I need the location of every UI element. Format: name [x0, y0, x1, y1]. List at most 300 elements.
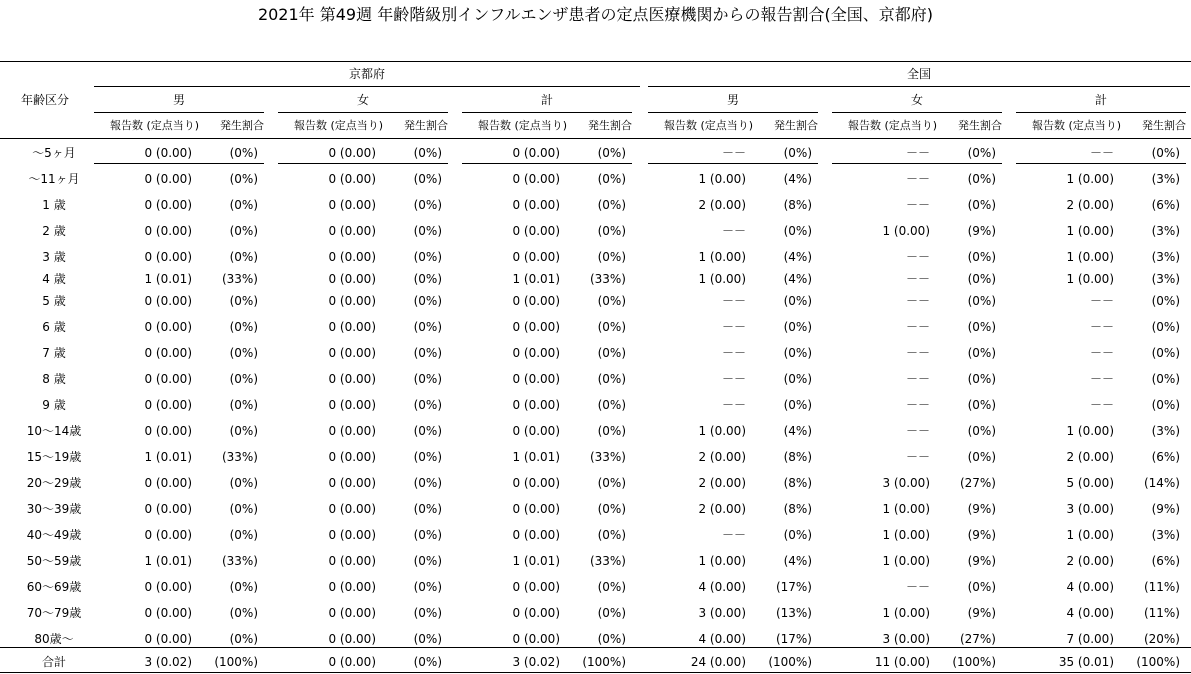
occurrence-rate: (11%) — [1143, 580, 1180, 594]
report-count: 5 (0.00) — [1066, 476, 1114, 490]
occurrence-rate: (14%) — [1143, 476, 1180, 490]
report-count: －－ — [905, 450, 930, 464]
report-count: 1 (0.01) — [512, 554, 560, 568]
occurrence-rate: (0%) — [967, 580, 996, 594]
occurrence-rate: (27%) — [959, 632, 996, 646]
report-count: 0 (0.00) — [328, 224, 376, 238]
occurrence-rate: (0%) — [413, 606, 442, 620]
age-label: 50～59歳 — [26, 554, 82, 568]
report-count: 3 (0.00) — [1066, 502, 1114, 516]
occurrence-rate: (33%) — [221, 554, 258, 568]
occurrence-rate: (8%) — [783, 198, 812, 212]
occurrence-rate: (0%) — [783, 528, 812, 542]
report-count: 1 (0.00) — [882, 554, 930, 568]
report-count: 0 (0.00) — [512, 502, 560, 516]
occurrence-rate: (0%) — [413, 146, 442, 160]
report-count: 0 (0.00) — [144, 346, 192, 360]
report-count: 0 (0.00) — [328, 346, 376, 360]
report-count: 0 (0.00) — [328, 398, 376, 412]
report-count: 4 (0.00) — [698, 632, 746, 646]
report-count: 0 (0.00) — [144, 250, 192, 264]
occurrence-rate: (33%) — [589, 450, 626, 464]
occurrence-rate: (8%) — [783, 502, 812, 516]
report-count: 0 (0.00) — [512, 580, 560, 594]
report-count: 0 (0.00) — [328, 372, 376, 386]
age-label: 20～29歳 — [26, 476, 82, 490]
occurrence-rate: (17%) — [775, 632, 812, 646]
report-count: 0 (0.00) — [512, 372, 560, 386]
occurrence-rate: (0%) — [597, 172, 626, 186]
occurrence-rate: (9%) — [967, 554, 996, 568]
report-count: 1 (0.00) — [698, 250, 746, 264]
report-count: 2 (0.00) — [1066, 450, 1114, 464]
report-count: －－ — [1089, 320, 1114, 334]
report-count: 3 (0.00) — [882, 632, 930, 646]
report-count: 0 (0.00) — [328, 172, 376, 186]
report-count: 1 (0.00) — [882, 224, 930, 238]
occurrence-rate: (0%) — [967, 172, 996, 186]
sex-header: 女 — [910, 93, 923, 107]
occurrence-rate: (100%) — [768, 655, 812, 669]
report-count: 3 (0.00) — [698, 606, 746, 620]
occurrence-rate: (11%) — [1143, 606, 1180, 620]
report-count: 35 (0.01) — [1058, 655, 1114, 669]
age-label: 6 歳 — [42, 320, 66, 334]
age-label: 2 歳 — [42, 224, 66, 238]
occurrence-rate: (0%) — [413, 580, 442, 594]
occurrence-rate: (0%) — [413, 554, 442, 568]
report-count: 0 (0.00) — [328, 655, 376, 669]
age-label: 40～49歳 — [26, 528, 82, 542]
occurrence-rate: (3%) — [1151, 224, 1180, 238]
age-label: 7 歳 — [42, 346, 66, 360]
column-rule — [832, 163, 1002, 164]
report-count: 0 (0.00) — [144, 398, 192, 412]
occurrence-rate: (0%) — [229, 606, 258, 620]
report-count: 0 (0.00) — [328, 476, 376, 490]
occurrence-rate: (0%) — [229, 146, 258, 160]
occurrence-rate: (0%) — [229, 346, 258, 360]
report-count: －－ — [1089, 398, 1114, 412]
report-count: 0 (0.00) — [512, 250, 560, 264]
occurrence-rate: (0%) — [413, 476, 442, 490]
report-count: －－ — [905, 250, 930, 264]
report-count: 0 (0.00) — [144, 172, 192, 186]
report-count: －－ — [1089, 146, 1114, 160]
count-column-header: 報告数 (定点当り) — [294, 119, 384, 132]
report-count: 1 (0.01) — [144, 272, 192, 286]
report-count: －－ — [905, 294, 930, 308]
occurrence-rate: (0%) — [413, 502, 442, 516]
occurrence-rate: (0%) — [229, 632, 258, 646]
count-column-header: 報告数 (定点当り) — [478, 119, 568, 132]
occurrence-rate: (0%) — [597, 320, 626, 334]
region-header: 京都府 — [348, 67, 385, 81]
sex-underline — [832, 112, 1002, 113]
occurrence-rate: (0%) — [229, 250, 258, 264]
occurrence-rate: (100%) — [1136, 655, 1180, 669]
report-count: 7 (0.00) — [1066, 632, 1114, 646]
occurrence-rate: (0%) — [597, 580, 626, 594]
sex-header: 女 — [356, 93, 369, 107]
occurrence-rate: (0%) — [967, 372, 996, 386]
header-bottom-rule — [0, 138, 1191, 139]
column-rule — [462, 163, 632, 164]
sex-underline — [648, 112, 818, 113]
occurrence-rate: (4%) — [783, 424, 812, 438]
report-count: 0 (0.00) — [512, 632, 560, 646]
report-count: 0 (0.00) — [144, 224, 192, 238]
report-count: 0 (0.00) — [328, 250, 376, 264]
occurrence-rate: (0%) — [967, 346, 996, 360]
occurrence-rate: (0%) — [597, 476, 626, 490]
table-bottom-rule — [0, 672, 1191, 673]
occurrence-rate: (0%) — [229, 502, 258, 516]
occurrence-rate: (0%) — [413, 398, 442, 412]
age-label: 80歳～ — [34, 632, 74, 646]
report-count: 0 (0.00) — [512, 424, 560, 438]
age-column-header: 年齢区分 — [20, 93, 69, 107]
report-count: 1 (0.00) — [698, 554, 746, 568]
report-count: 3 (0.00) — [882, 476, 930, 490]
occurrence-rate: (0%) — [1151, 294, 1180, 308]
age-label: ～5ヶ月 — [32, 146, 76, 160]
occurrence-rate: (0%) — [783, 224, 812, 238]
occurrence-rate: (0%) — [229, 372, 258, 386]
occurrence-rate: (9%) — [1151, 502, 1180, 516]
age-label: 30～39歳 — [26, 502, 82, 516]
count-column-header: 報告数 (定点当り) — [664, 119, 754, 132]
occurrence-rate: (33%) — [221, 450, 258, 464]
occurrence-rate: (6%) — [1151, 198, 1180, 212]
occurrence-rate: (3%) — [1151, 424, 1180, 438]
sex-header: 男 — [172, 93, 185, 107]
rate-column-header: 発生割合 — [220, 119, 264, 132]
occurrence-rate: (3%) — [1151, 272, 1180, 286]
rate-column-header: 発生割合 — [774, 119, 818, 132]
occurrence-rate: (0%) — [967, 424, 996, 438]
occurrence-rate: (0%) — [413, 528, 442, 542]
occurrence-rate: (0%) — [229, 320, 258, 334]
occurrence-rate: (4%) — [783, 554, 812, 568]
report-count: －－ — [721, 528, 746, 542]
age-label: ～11ヶ月 — [28, 172, 80, 186]
report-count: 0 (0.00) — [512, 398, 560, 412]
sex-header: 男 — [726, 93, 739, 107]
occurrence-rate: (0%) — [783, 320, 812, 334]
region-header: 全国 — [906, 67, 931, 81]
report-count: 1 (0.01) — [144, 450, 192, 464]
report-count: 1 (0.00) — [882, 528, 930, 542]
report-count: 0 (0.00) — [144, 320, 192, 334]
occurrence-rate: (4%) — [783, 272, 812, 286]
report-count: 2 (0.00) — [698, 198, 746, 212]
occurrence-rate: (0%) — [967, 320, 996, 334]
sex-underline — [1016, 112, 1186, 113]
report-count: 0 (0.00) — [328, 606, 376, 620]
occurrence-rate: (0%) — [967, 198, 996, 212]
occurrence-rate: (0%) — [229, 580, 258, 594]
report-count: －－ — [905, 346, 930, 360]
report-count: 2 (0.00) — [698, 476, 746, 490]
report-count: 0 (0.00) — [512, 172, 560, 186]
occurrence-rate: (0%) — [413, 172, 442, 186]
occurrence-rate: (17%) — [775, 580, 812, 594]
report-count: 0 (0.00) — [144, 528, 192, 542]
report-count: 11 (0.00) — [874, 655, 930, 669]
occurrence-rate: (0%) — [413, 224, 442, 238]
occurrence-rate: (0%) — [597, 250, 626, 264]
report-count: 2 (0.00) — [1066, 198, 1114, 212]
report-count: 0 (0.00) — [144, 424, 192, 438]
occurrence-rate: (9%) — [967, 606, 996, 620]
report-count: 0 (0.00) — [328, 146, 376, 160]
report-count: 0 (0.00) — [328, 320, 376, 334]
occurrence-rate: (0%) — [413, 272, 442, 286]
report-count: －－ — [905, 146, 930, 160]
occurrence-rate: (0%) — [597, 198, 626, 212]
report-count: 0 (0.00) — [512, 346, 560, 360]
occurrence-rate: (0%) — [783, 346, 812, 360]
occurrence-rate: (0%) — [413, 294, 442, 308]
occurrence-rate: (3%) — [1151, 528, 1180, 542]
rate-column-header: 発生割合 — [588, 119, 632, 132]
report-count: －－ — [905, 372, 930, 386]
report-count: 1 (0.00) — [1066, 272, 1114, 286]
report-count: 1 (0.00) — [1066, 528, 1114, 542]
occurrence-rate: (0%) — [413, 450, 442, 464]
report-count: 0 (0.00) — [328, 580, 376, 594]
report-count: 1 (0.00) — [698, 172, 746, 186]
age-label: 8 歳 — [42, 372, 66, 386]
report-count: 0 (0.00) — [328, 294, 376, 308]
occurrence-rate: (0%) — [229, 198, 258, 212]
age-label: 9 歳 — [42, 398, 66, 412]
age-label: 4 歳 — [42, 272, 66, 286]
report-count: 1 (0.00) — [1066, 172, 1114, 186]
occurrence-rate: (9%) — [967, 528, 996, 542]
report-count: 0 (0.00) — [144, 632, 192, 646]
occurrence-rate: (0%) — [967, 250, 996, 264]
occurrence-rate: (0%) — [229, 224, 258, 238]
report-count: 0 (0.00) — [512, 476, 560, 490]
sex-underline — [94, 112, 264, 113]
occurrence-rate: (0%) — [229, 528, 258, 542]
age-label: 10～14歳 — [26, 424, 82, 438]
report-count: 0 (0.00) — [512, 198, 560, 212]
report-count: 0 (0.00) — [328, 198, 376, 212]
occurrence-rate: (0%) — [229, 294, 258, 308]
report-count: 1 (0.01) — [512, 450, 560, 464]
occurrence-rate: (0%) — [597, 528, 626, 542]
age-label: 5 歳 — [42, 294, 66, 308]
occurrence-rate: (0%) — [1151, 346, 1180, 360]
region-underline — [648, 86, 1190, 87]
report-count: 2 (0.00) — [698, 502, 746, 516]
report-count: －－ — [721, 224, 746, 238]
report-count: 0 (0.00) — [328, 528, 376, 542]
age-label: 15～19歳 — [26, 450, 82, 464]
occurrence-rate: (0%) — [229, 476, 258, 490]
occurrence-rate: (0%) — [597, 146, 626, 160]
report-count: 0 (0.00) — [328, 554, 376, 568]
report-count: －－ — [721, 294, 746, 308]
report-count: －－ — [721, 146, 746, 160]
report-count: 0 (0.00) — [328, 424, 376, 438]
occurrence-rate: (0%) — [597, 294, 626, 308]
rate-column-header: 発生割合 — [958, 119, 1002, 132]
count-column-header: 報告数 (定点当り) — [110, 119, 200, 132]
occurrence-rate: (9%) — [967, 502, 996, 516]
report-count: －－ — [721, 398, 746, 412]
occurrence-rate: (0%) — [597, 224, 626, 238]
occurrence-rate: (0%) — [413, 250, 442, 264]
report-count: 1 (0.00) — [1066, 250, 1114, 264]
report-count: －－ — [905, 198, 930, 212]
occurrence-rate: (20%) — [1143, 632, 1180, 646]
occurrence-rate: (0%) — [967, 294, 996, 308]
occurrence-rate: (0%) — [229, 172, 258, 186]
report-count: 0 (0.00) — [144, 372, 192, 386]
occurrence-rate: (0%) — [229, 424, 258, 438]
report-count: 0 (0.00) — [144, 606, 192, 620]
occurrence-rate: (0%) — [413, 632, 442, 646]
age-label: 60～69歳 — [26, 580, 82, 594]
report-count: 4 (0.00) — [698, 580, 746, 594]
column-rule — [648, 163, 818, 164]
report-count: －－ — [905, 272, 930, 286]
count-column-header: 報告数 (定点当り) — [848, 119, 938, 132]
report-count: 4 (0.00) — [1066, 580, 1114, 594]
column-rule — [94, 163, 264, 164]
age-label: 合計 — [41, 655, 66, 669]
report-count: 0 (0.00) — [144, 198, 192, 212]
report-count: －－ — [905, 424, 930, 438]
occurrence-rate: (0%) — [413, 372, 442, 386]
report-count: －－ — [721, 372, 746, 386]
occurrence-rate: (33%) — [589, 554, 626, 568]
occurrence-rate: (0%) — [783, 294, 812, 308]
report-count: 3 (0.02) — [512, 655, 560, 669]
report-count: 2 (0.00) — [698, 450, 746, 464]
occurrence-rate: (4%) — [783, 250, 812, 264]
occurrence-rate: (3%) — [1151, 250, 1180, 264]
report-count: 0 (0.00) — [512, 606, 560, 620]
occurrence-rate: (8%) — [783, 476, 812, 490]
report-count: －－ — [905, 580, 930, 594]
table-top-rule — [0, 61, 1191, 62]
report-count: 0 (0.00) — [512, 294, 560, 308]
occurrence-rate: (0%) — [967, 398, 996, 412]
report-count: －－ — [1089, 294, 1114, 308]
report-count: －－ — [905, 172, 930, 186]
report-count: 1 (0.00) — [698, 272, 746, 286]
report-count: 0 (0.00) — [144, 476, 192, 490]
page-title: 2021年 第49週 年齢階級別インフルエンザ患者の定点医療機関からの報告割合(全国、京都府) — [257, 5, 934, 24]
report-count: 3 (0.02) — [144, 655, 192, 669]
occurrence-rate: (0%) — [597, 346, 626, 360]
occurrence-rate: (27%) — [959, 476, 996, 490]
report-count: 1 (0.00) — [882, 502, 930, 516]
occurrence-rate: (0%) — [413, 346, 442, 360]
occurrence-rate: (100%) — [214, 655, 258, 669]
occurrence-rate: (0%) — [783, 372, 812, 386]
report-count: 0 (0.00) — [144, 146, 192, 160]
occurrence-rate: (0%) — [413, 424, 442, 438]
report-count: －－ — [1089, 346, 1114, 360]
report-count: 0 (0.00) — [512, 224, 560, 238]
report-count: －－ — [1089, 372, 1114, 386]
report-count: 0 (0.00) — [328, 272, 376, 286]
report-count: －－ — [721, 346, 746, 360]
occurrence-rate: (0%) — [597, 632, 626, 646]
occurrence-rate: (6%) — [1151, 554, 1180, 568]
occurrence-rate: (100%) — [582, 655, 626, 669]
occurrence-rate: (6%) — [1151, 450, 1180, 464]
occurrence-rate: (100%) — [952, 655, 996, 669]
occurrence-rate: (0%) — [967, 450, 996, 464]
occurrence-rate: (0%) — [783, 146, 812, 160]
occurrence-rate: (8%) — [783, 450, 812, 464]
report-count: 4 (0.00) — [1066, 606, 1114, 620]
occurrence-rate: (0%) — [413, 655, 442, 669]
occurrence-rate: (0%) — [1151, 320, 1180, 334]
occurrence-rate: (0%) — [597, 372, 626, 386]
report-count: 1 (0.00) — [698, 424, 746, 438]
age-label: 3 歳 — [42, 250, 66, 264]
occurrence-rate: (0%) — [597, 398, 626, 412]
report-count: 0 (0.00) — [144, 502, 192, 516]
count-column-header: 報告数 (定点当り) — [1032, 119, 1122, 132]
report-count: 2 (0.00) — [1066, 554, 1114, 568]
report-count: 0 (0.00) — [144, 580, 192, 594]
occurrence-rate: (0%) — [1151, 398, 1180, 412]
report-count: 24 (0.00) — [690, 655, 746, 669]
rate-column-header: 発生割合 — [1142, 119, 1186, 132]
occurrence-rate: (4%) — [783, 172, 812, 186]
report-count: 0 (0.00) — [512, 320, 560, 334]
report-count: 0 (0.00) — [328, 502, 376, 516]
sex-underline — [462, 112, 632, 113]
occurrence-rate: (3%) — [1151, 172, 1180, 186]
age-label: 1 歳 — [42, 198, 66, 212]
occurrence-rate: (33%) — [589, 272, 626, 286]
sex-underline — [278, 112, 448, 113]
occurrence-rate: (0%) — [229, 398, 258, 412]
report-count: －－ — [721, 320, 746, 334]
region-underline — [94, 86, 640, 87]
occurrence-rate: (0%) — [783, 398, 812, 412]
report-count: 1 (0.00) — [1066, 224, 1114, 238]
age-label: 70～79歳 — [26, 606, 82, 620]
report-count: 0 (0.00) — [512, 146, 560, 160]
occurrence-rate: (0%) — [597, 606, 626, 620]
occurrence-rate: (9%) — [967, 224, 996, 238]
occurrence-rate: (0%) — [597, 502, 626, 516]
report-count: 0 (0.00) — [512, 528, 560, 542]
report-count: －－ — [905, 398, 930, 412]
occurrence-rate: (13%) — [775, 606, 812, 620]
report-count: 1 (0.00) — [1066, 424, 1114, 438]
occurrence-rate: (0%) — [967, 146, 996, 160]
occurrence-rate: (0%) — [413, 198, 442, 212]
report-count: －－ — [905, 320, 930, 334]
report-count: 0 (0.00) — [328, 632, 376, 646]
sex-header: 計 — [540, 93, 553, 107]
report-count: 1 (0.00) — [882, 606, 930, 620]
report-count: 0 (0.00) — [328, 450, 376, 464]
occurrence-rate: (0%) — [413, 320, 442, 334]
